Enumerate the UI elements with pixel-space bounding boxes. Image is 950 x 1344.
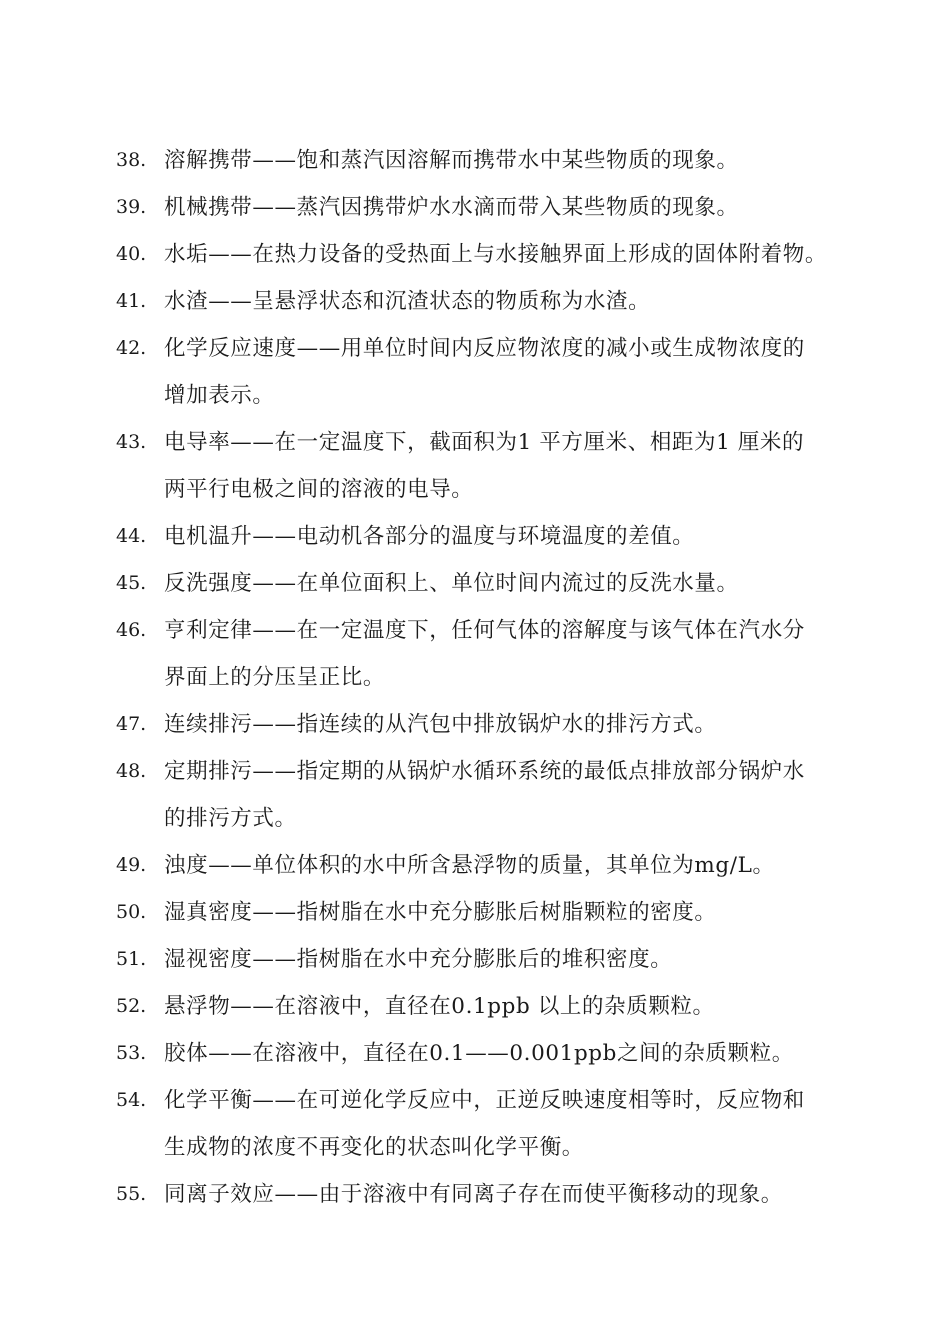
- item-text: 机械携带——蒸汽因携带炉水水滴而带入某些物质的现象。: [164, 195, 739, 220]
- item-number: 44.: [116, 525, 147, 547]
- item-text: 水垢——在热力设备的受热面上与水接触界面上形成的固体附着物。: [164, 242, 828, 267]
- list-item: [116, 842, 946, 889]
- list-item: [116, 748, 946, 842]
- list-item: [116, 231, 946, 278]
- item-text: 溶解携带——饱和蒸汽因溶解而携带水中某些物质的现象。: [164, 148, 739, 173]
- item-number: 42.: [116, 337, 147, 359]
- list-item: [116, 701, 946, 748]
- item-number: 45.: [116, 572, 147, 594]
- list-item: [116, 325, 946, 419]
- list-item: [116, 419, 946, 513]
- list-item: [116, 1077, 946, 1171]
- list-item: [116, 184, 946, 231]
- item-number: 41.: [116, 290, 147, 312]
- item-number: 46.: [116, 619, 147, 641]
- list-item: [116, 137, 946, 184]
- item-number: 54.: [116, 1089, 147, 1111]
- item-number: 50.: [116, 901, 147, 923]
- list-item: [116, 560, 946, 607]
- list-item: [116, 607, 946, 701]
- item-text: 湿真密度——指树脂在水中充分膨胀后树脂颗粒的密度。: [164, 900, 717, 925]
- item-text: 定期排污——指定期的从锅炉水循环系统的最低点排放部分锅炉水 的排污方式。: [164, 759, 805, 831]
- item-text: 连续排污——指连续的从汽包中排放锅炉水的排污方式。: [164, 712, 717, 737]
- definition-list: [116, 137, 946, 1218]
- item-text: 亨利定律——在一定温度下，任何气体的溶解度与该气体在汽水分 界面上的分压呈正比。: [164, 618, 805, 690]
- item-number: 53.: [116, 1042, 147, 1064]
- item-number: 52.: [116, 995, 147, 1017]
- item-number: 38.: [116, 149, 147, 171]
- list-item: [116, 513, 946, 560]
- item-text: 浊度——单位体积的水中所含悬浮物的质量，其单位为mg/L。: [164, 853, 775, 878]
- item-number: 43.: [116, 431, 147, 453]
- list-item: [116, 1171, 946, 1218]
- item-text: 电机温升——电动机各部分的温度与环境温度的差值。: [164, 524, 695, 549]
- list-item: [116, 983, 946, 1030]
- item-text: 湿视密度——指树脂在水中充分膨胀后的堆积密度。: [164, 947, 673, 972]
- item-number: 55.: [116, 1183, 147, 1205]
- item-number: 51.: [116, 948, 147, 970]
- item-number: 48.: [116, 760, 147, 782]
- list-item: [116, 936, 946, 983]
- list-item: [116, 889, 946, 936]
- item-number: 49.: [116, 854, 147, 876]
- item-number: 39.: [116, 196, 147, 218]
- item-text: 化学反应速度——用单位时间内反应物浓度的减小或生成物浓度的 增加表示。: [164, 336, 805, 408]
- item-text: 化学平衡——在可逆化学反应中，正逆反映速度相等时，反应物和 生成物的浓度不再变化的状态叫化学平衡。: [164, 1088, 805, 1160]
- item-text: 反洗强度——在单位面积上、单位时间内流过的反洗水量。: [164, 571, 739, 596]
- item-text: 胶体——在溶液中，直径在0.1——0.001ppb之间的杂质颗粒。: [164, 1041, 794, 1066]
- item-text: 水渣——呈悬浮状态和沉渣状态的物质称为水渣。: [164, 289, 651, 314]
- item-text: 电导率——在一定温度下，截面积为1 平方厘米、相距为1 厘米的 两平行电极之间的溶液的电导。: [164, 430, 805, 502]
- list-item: [116, 278, 946, 325]
- item-number: 47.: [116, 713, 147, 735]
- item-text: 悬浮物——在溶液中，直径在0.1ppb 以上的杂质颗粒。: [164, 994, 715, 1019]
- item-text: 同离子效应——由于溶液中有同离子存在而使平衡移动的现象。: [164, 1182, 783, 1207]
- item-number: 40.: [116, 243, 147, 265]
- list-item: [116, 1030, 946, 1077]
